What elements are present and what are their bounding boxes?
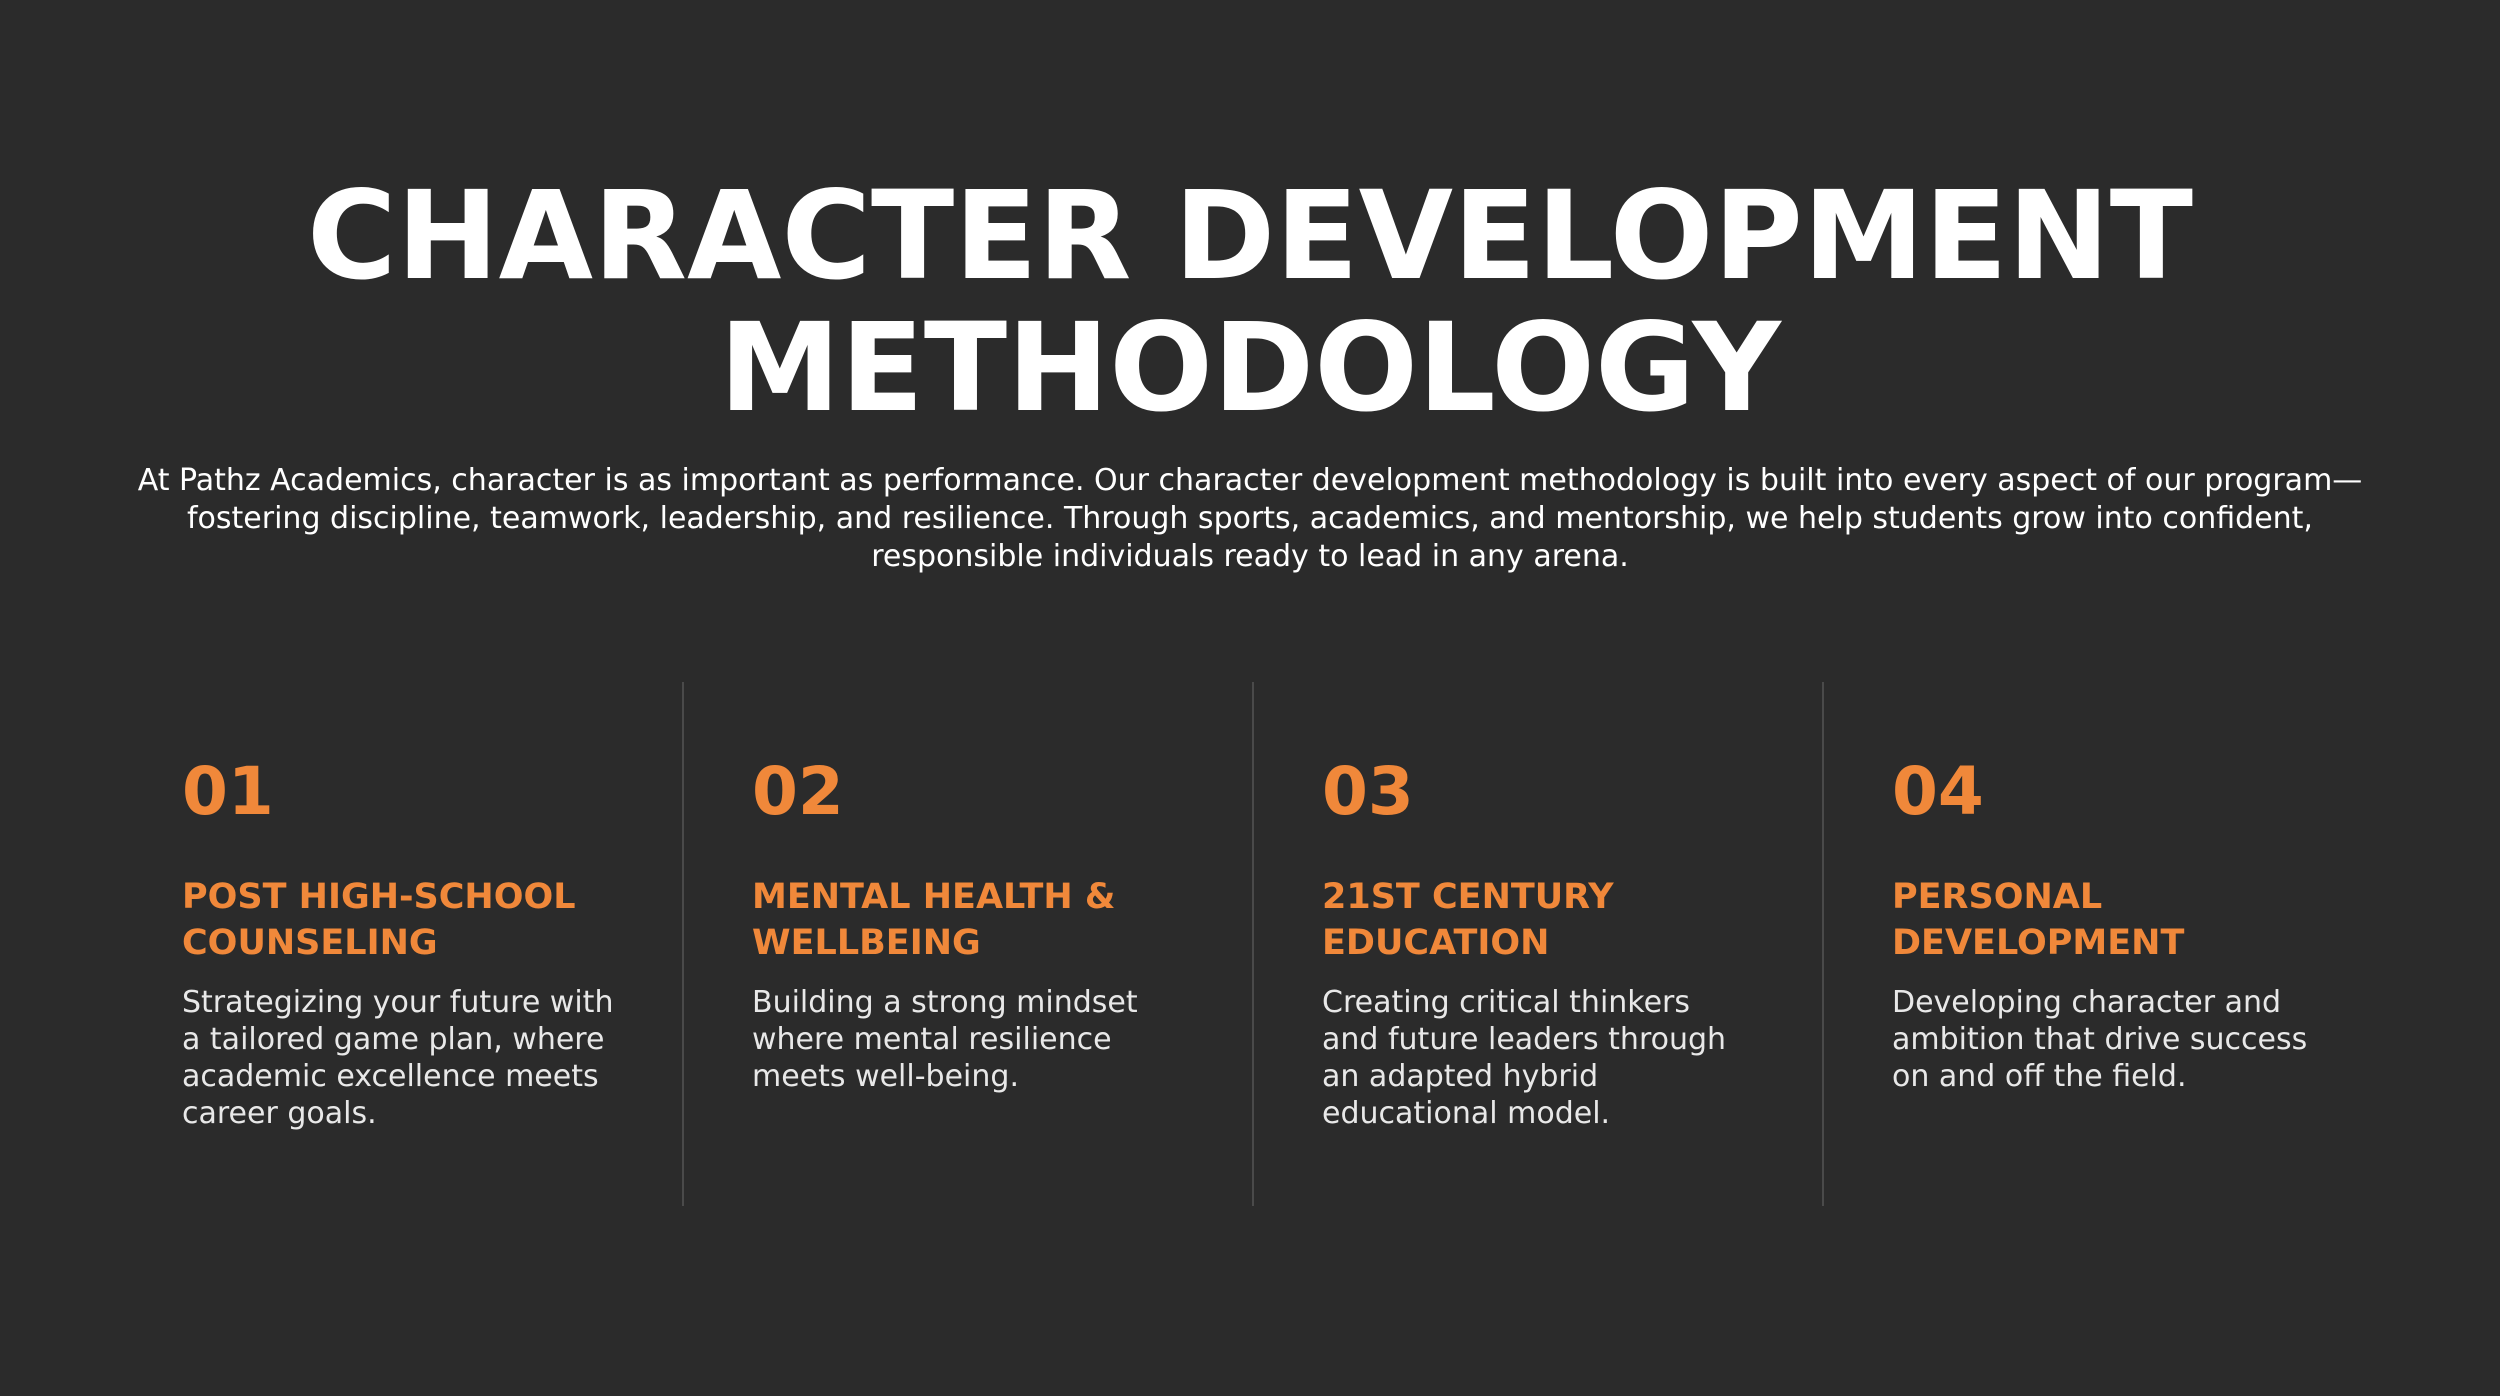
column-heading-line: 21ST CENTURY — [1322, 877, 1614, 917]
column-heading-line: DEVELOPMENT — [1892, 923, 2185, 963]
column-description-line: on and off the field. — [1892, 1059, 2187, 1094]
column-heading — [752, 874, 1222, 966]
column-divider — [1252, 682, 1254, 1206]
column-number: 03 — [1322, 753, 1414, 830]
column-heading-line: EDUCATION — [1322, 923, 1550, 963]
column-heading-line: WELLBEING — [752, 923, 981, 963]
column-21st-century-education — [1322, 682, 1792, 1206]
column-heading-line: COUNSELING — [182, 923, 438, 963]
column-description-line: Strategizing your future with — [182, 985, 614, 1020]
column-heading — [1892, 874, 2362, 966]
column-heading — [182, 874, 652, 966]
column-description-line: an adapted hybrid — [1322, 1059, 1599, 1094]
column-description-line: ambition that drive success — [1892, 1022, 2308, 1057]
page-title-line-1: CHARACTER DEVELOPMENT — [307, 165, 2193, 307]
column-description-line: a tailored game plan, where — [182, 1022, 605, 1057]
column-description-line: academic excellence meets — [182, 1059, 599, 1094]
column-heading-line: MENTAL HEALTH & — [752, 877, 1116, 917]
column-heading-line: PERSONAL — [1892, 877, 2103, 917]
column-number: 02 — [752, 753, 844, 830]
page-title-line-2: METHODOLOGY — [719, 297, 1781, 439]
column-description-line: career goals. — [182, 1096, 377, 1131]
intro-paragraph: At Pathz Academics, character is as important as performance. Our character development methodology is built into every aspect of our program—fostering discipline, teamwork, leadership, and resilience. Through sports, academics, and mentorship, we help students grow into confident, responsible individuals ready to lead in any arena. — [137, 463, 2363, 574]
column-description-line: Creating critical thinkers — [1322, 985, 1691, 1020]
column-number: 04 — [1892, 753, 1984, 830]
column-personal-development — [1892, 682, 2362, 1206]
page-title — [0, 165, 2500, 439]
column-description-line: Building a strong mindset — [752, 985, 1138, 1020]
methodology-columns — [0, 682, 2500, 1206]
column-description — [1892, 984, 2362, 1095]
column-description — [182, 984, 652, 1132]
column-mental-health-wellbeing — [752, 682, 1222, 1206]
column-description-line: meets well-being. — [752, 1059, 1019, 1094]
column-heading-line: POST HIGH-SCHOOL — [182, 877, 576, 917]
column-divider — [682, 682, 684, 1206]
column-description — [1322, 984, 1792, 1132]
column-divider — [1822, 682, 1824, 1206]
column-description-line: and future leaders through — [1322, 1022, 1727, 1057]
column-number: 01 — [182, 753, 274, 830]
column-description-line: where mental resilience — [752, 1022, 1112, 1057]
column-description-line: Developing character and — [1892, 985, 2282, 1020]
column-description-line: educational model. — [1322, 1096, 1611, 1131]
column-description — [752, 984, 1222, 1095]
column-post-high-school-counseling — [182, 682, 652, 1206]
column-heading — [1322, 874, 1792, 966]
